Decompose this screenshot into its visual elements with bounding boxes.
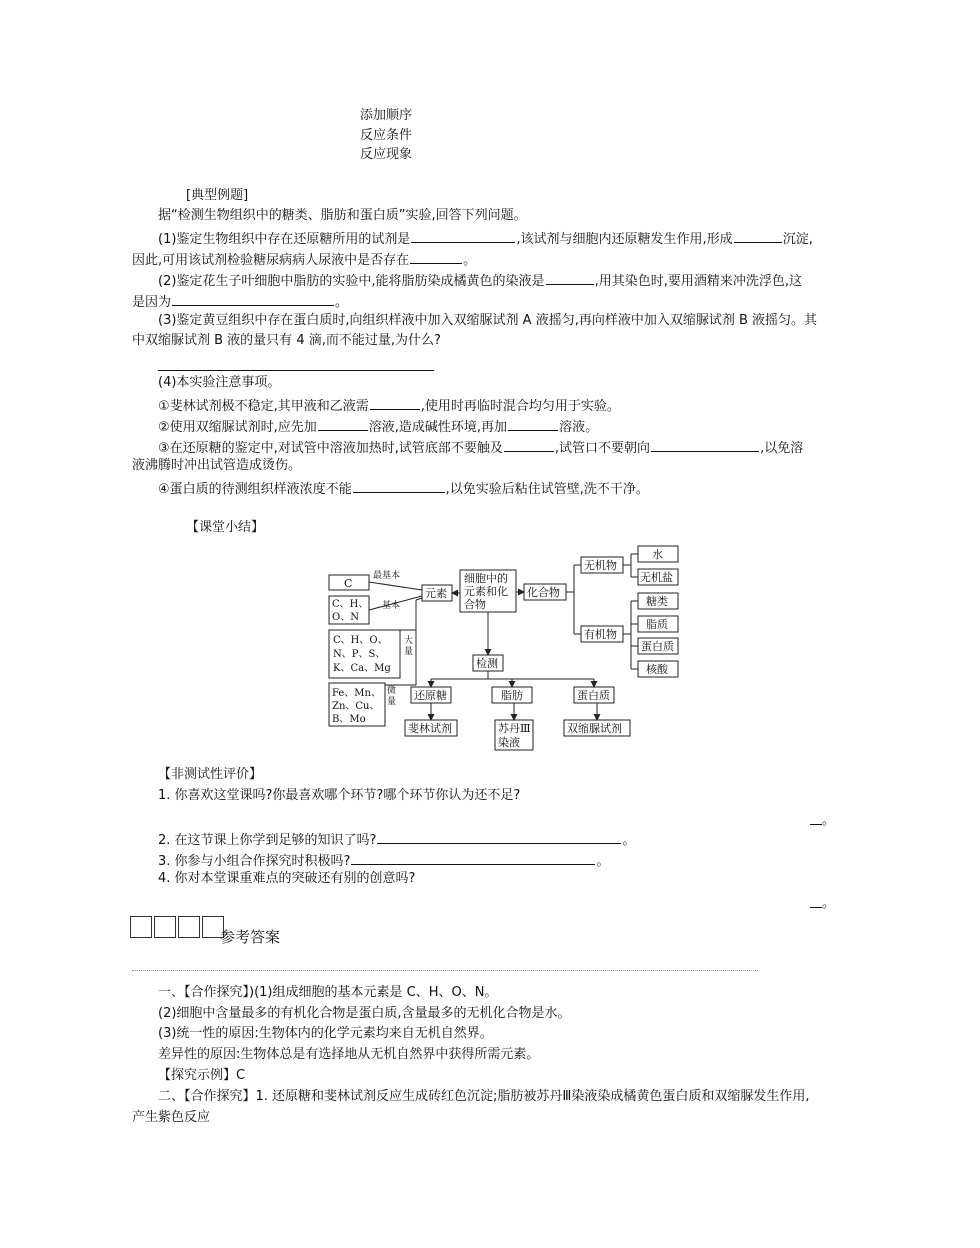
example-heading: [典型例题] [186, 188, 249, 203]
answer-2: (2)细胞中含量最多的有机化合物是蛋白质,含量最多的无机化合物是水。 [158, 1006, 571, 1021]
chon-line-2: O、N [332, 612, 359, 623]
answer-blank[interactable] [370, 395, 420, 410]
answer-line[interactable] [158, 370, 434, 371]
row-condition: 反应条件 [360, 128, 413, 143]
answer-5: 【探究示例】C [158, 1068, 246, 1083]
protein-label: 蛋白质 [641, 640, 674, 653]
answer-blank[interactable] [504, 437, 554, 452]
question-3: (3)鉴定黄豆组织中存在蛋白质时,向组织样液中加入双缩脲试剂 A 液摇匀,再向样液中加入双缩脲试剂 B 液摇匀。其 [158, 313, 818, 328]
water-label: 水 [652, 548, 663, 561]
dotted-divider [132, 970, 758, 971]
question-3-cont: 中双缩脲试剂 B 液的量只有 4 滴,而不能过量,为什么? [132, 333, 441, 348]
row-order: 添加顺序 [360, 108, 413, 123]
answer-blank[interactable] [377, 829, 621, 844]
fehling-label: 斐林试剂 [408, 722, 452, 735]
concept-map [320, 540, 690, 755]
elements-label: 元素 [425, 587, 447, 600]
chon-line-1: C、H、 [332, 599, 369, 610]
eval-q1-period: 。 [822, 813, 836, 828]
detect-label: 检测 [476, 657, 498, 670]
score-boxes [130, 916, 226, 938]
micro-line-3: B、Mo [332, 714, 366, 725]
lipid-label: 脂肪 [501, 689, 523, 702]
center-line-1: 细胞中的 [464, 572, 508, 585]
reducing-sugar-label: 还原糖 [414, 689, 447, 702]
fat-label: 脂质 [646, 618, 668, 631]
micro-line-2: Zn、Cu、 [332, 701, 380, 712]
micro-tag-2: 量 [387, 697, 397, 707]
answer-blank[interactable] [410, 249, 462, 264]
answer-line[interactable] [810, 824, 822, 825]
answer-7: 产生紫色反应 [132, 1110, 211, 1125]
note-4: ④蛋白质的待测组织样液浓度不能 ,以免实验后粘住试管壁,洗不干净。 [158, 478, 649, 499]
inorganic-label: 无机物 [584, 559, 617, 572]
evaluation-heading: 【非测试性评价】 [158, 767, 263, 782]
center-line-3: 合物 [464, 598, 486, 611]
answer-4: 差异性的原因:生物体总是有选择地从无机自然界中获得所需元素。 [158, 1047, 540, 1062]
note-3-cont: 液沸腾时冲出试管造成烫伤。 [132, 458, 302, 473]
question-2-cont: 是因为 。 [132, 291, 348, 312]
answer-blank[interactable] [651, 437, 759, 452]
macro-line-3: K、Ca、Mg [333, 663, 391, 674]
question-4: (4)本实验注意事项。 [158, 375, 281, 390]
example-intro: 据“检测生物组织中的糖类、脂肪和蛋白质”实验,回答下列问题。 [158, 208, 527, 223]
macro-tag-2: 量 [404, 647, 414, 657]
nucleic-label: 核酸 [646, 663, 668, 676]
sugar-label: 糖类 [646, 595, 668, 608]
answer-blank[interactable] [351, 850, 595, 865]
answer-3: (3)统一性的原因:生物体内的化学元素均来自无机自然界。 [158, 1026, 493, 1041]
organic-label: 有机物 [584, 628, 617, 641]
answers-heading: 参考答案 [220, 928, 281, 946]
macro-tag-1: 大 [404, 636, 414, 646]
answer-blank[interactable] [172, 291, 334, 306]
basic-label: 基本 [382, 601, 401, 611]
micro-tag-1: 微 [387, 686, 397, 696]
row-phenomenon: 反应现象 [360, 147, 413, 162]
center-line-2: 元素和化 [464, 585, 508, 598]
answer-blank[interactable] [734, 228, 782, 243]
note-3: ③在还原糖的鉴定中,对试管中溶液加热时,试管底部不要触及 ,试管口不要朝向 ,以免溶 [158, 437, 803, 458]
sudan-line-1: 苏丹Ⅲ [498, 722, 531, 735]
c-label: C [344, 577, 353, 590]
answer-blank[interactable] [353, 478, 445, 493]
question-2: (2)鉴定花生子叶细胞中脂肪的实验中,能将脂肪染成橘黄色的染液是 ,用其染色时,要用酒精来冲洗浮色,这 [158, 270, 802, 291]
salt-label: 无机盐 [640, 571, 673, 584]
answer-blank[interactable] [546, 270, 594, 285]
micro-line-1: Fe、Mn、 [332, 688, 381, 699]
eval-q1: 1. 你喜欢这堂课吗?你最喜欢哪个环节?哪个环节你认为还不足? [158, 788, 521, 803]
protein2-label: 蛋白质 [577, 689, 610, 702]
answer-blank[interactable] [508, 416, 558, 431]
summary-heading: 【课堂小结】 [186, 520, 265, 535]
eval-q4-period: 。 [822, 896, 836, 911]
eval-q2: 2. 在这节课上你学到足够的知识了吗? 。 [158, 829, 635, 850]
note-2: ②使用双缩脲试剂时,应先加 溶液,造成碱性环境,再加 溶液。 [158, 416, 598, 437]
compounds-label: 化合物 [527, 586, 560, 599]
answer-blank[interactable] [411, 228, 515, 243]
answer-line[interactable] [810, 907, 822, 908]
sudan-line-2: 染液 [498, 736, 520, 749]
answer-1: 一、【合作探究】)(1)组成细胞的基本元素是 C、H、O、N。 [158, 985, 498, 1000]
macro-line-1: C、H、O、 [333, 635, 388, 646]
note-1: ①斐林试剂极不稳定,其甲液和乙液需 ,使用时再临时混合均匀用于实验。 [158, 395, 620, 416]
biuret-label: 双缩脲试剂 [567, 722, 622, 735]
eval-q4: 4. 你对本堂课重难点的突破还有别的创意吗? [158, 871, 416, 886]
eval-q3: 3. 你参与小组合作探究时积极吗? 。 [158, 850, 609, 871]
most-basic-label: 最基本 [373, 571, 401, 581]
question-1: (1)鉴定生物组织中存在还原糖所用的试剂是 ,该试剂与细胞内还原糖发生作用,形成 沉淀, [158, 228, 813, 249]
answer-6: 二、【合作探究】1. 还原糖和斐林试剂反应生成砖红色沉淀;脂肪被苏丹Ⅲ染液染成橘黄色蛋白质和双缩脲发生作用, [158, 1089, 810, 1104]
answer-blank[interactable] [318, 416, 368, 431]
macro-line-2: N、P、S、 [333, 649, 386, 660]
question-1-cont: 因此,可用该试剂检验糖尿病病人尿液中是否存在 。 [132, 249, 476, 270]
